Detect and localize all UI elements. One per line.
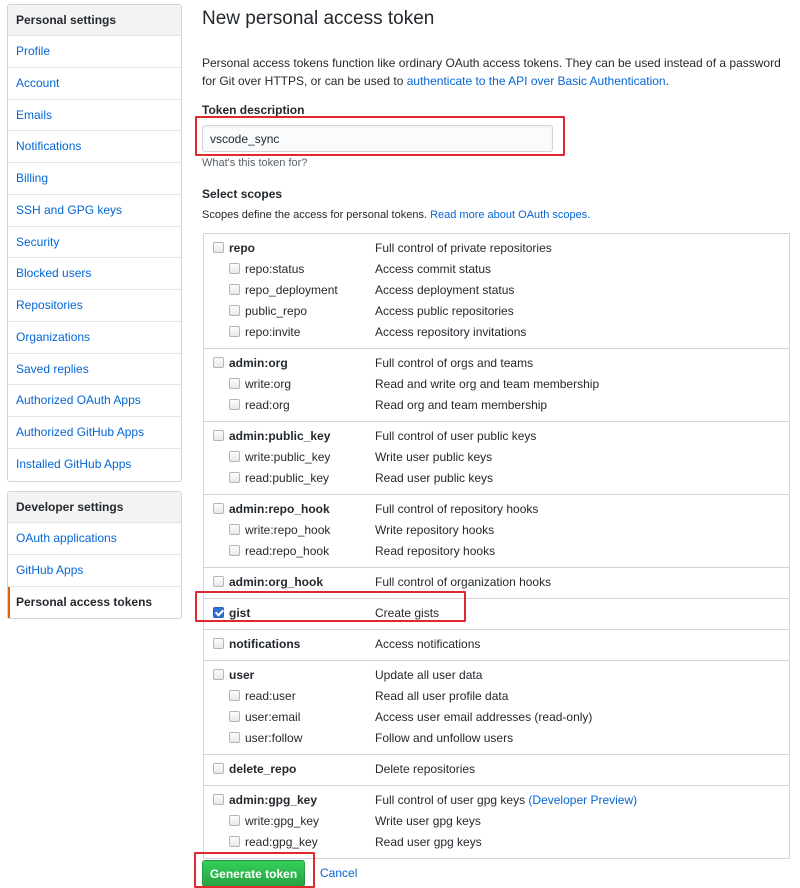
scope-checkbox-admin-repo-hook[interactable] bbox=[213, 503, 224, 514]
scope-description bbox=[375, 544, 495, 558]
scope-group-admin-repo-hook bbox=[203, 494, 790, 567]
scope-name: read:repo_hook bbox=[245, 544, 330, 558]
developer-preview-link[interactable]: (Developer Preview) bbox=[528, 793, 638, 807]
scopes-intro-text: Scopes define the access for personal tokens. bbox=[202, 209, 431, 221]
scope-description-text: Access notifications bbox=[375, 637, 481, 651]
scope-checkbox-repo-deployment[interactable] bbox=[229, 284, 240, 295]
scope-description-text: Update all user data bbox=[375, 668, 483, 682]
scope-description bbox=[375, 731, 513, 745]
scope-row-repo bbox=[204, 238, 789, 259]
scope-description-text: Delete repositories bbox=[375, 762, 476, 776]
scope-row-read-org bbox=[204, 395, 789, 416]
scope-checkbox-read-public-key[interactable] bbox=[229, 472, 240, 483]
scope-name: admin:org bbox=[229, 356, 288, 370]
scope-description-text: Access commit status bbox=[375, 262, 492, 276]
scope-checkbox-gist[interactable] bbox=[213, 607, 224, 618]
scope-group-gist bbox=[203, 598, 790, 629]
scope-description-text: Full control of orgs and teams bbox=[375, 356, 534, 370]
scope-description bbox=[375, 762, 475, 776]
scope-description-text: Full control of user public keys bbox=[375, 429, 537, 443]
scope-description-text: Create gists bbox=[375, 606, 440, 620]
scope-group-admin-gpg-key bbox=[203, 785, 790, 859]
scope-description-text: Full control of organization hooks bbox=[375, 575, 552, 589]
scope-row-public-repo bbox=[204, 301, 789, 322]
scope-checkbox-user-follow[interactable] bbox=[229, 732, 240, 743]
token-description-input[interactable] bbox=[202, 125, 553, 152]
scope-checkbox-user-email[interactable] bbox=[229, 711, 240, 722]
scope-row-write-public-key bbox=[204, 447, 789, 468]
scope-description-text: Read all user profile data bbox=[375, 689, 509, 703]
scope-description-text: Full control of user gpg keys bbox=[375, 793, 526, 807]
scope-name: gist bbox=[229, 606, 251, 620]
scope-description-text: Access user email addresses (read-only) bbox=[375, 710, 593, 724]
scope-description bbox=[375, 502, 538, 516]
scope-row-repo-deployment bbox=[204, 280, 789, 301]
scope-name: delete_repo bbox=[229, 762, 297, 776]
scope-description bbox=[375, 637, 480, 651]
scope-description bbox=[375, 377, 599, 391]
scope-row-gist bbox=[204, 603, 789, 624]
scope-checkbox-repo-status[interactable] bbox=[229, 263, 240, 274]
scope-description bbox=[375, 814, 481, 828]
sidebar-item-profile[interactable]: Profile bbox=[8, 36, 181, 68]
scope-row-write-org bbox=[204, 374, 789, 395]
scope-checkbox-admin-org-hook[interactable] bbox=[213, 576, 224, 587]
scope-description bbox=[375, 606, 439, 620]
sidebar-item-installed-github-apps[interactable]: Installed GitHub Apps bbox=[16, 456, 132, 471]
scope-checkbox-read-repo-hook[interactable] bbox=[229, 545, 240, 556]
scope-group-admin-public-key bbox=[203, 421, 790, 494]
scope-name: repo bbox=[229, 241, 256, 255]
scope-description-text: Read and write org and team membership bbox=[375, 377, 600, 391]
scope-description-text: Write user public keys bbox=[375, 450, 493, 464]
scope-description bbox=[375, 689, 508, 703]
cancel-link[interactable]: Cancel bbox=[320, 866, 358, 880]
scope-name: user:email bbox=[245, 710, 301, 724]
scope-checkbox-user[interactable] bbox=[213, 669, 224, 680]
developer-settings-menu bbox=[7, 491, 182, 619]
scope-row-admin-repo-hook bbox=[204, 499, 789, 520]
sidebar-item-security[interactable]: Security bbox=[8, 227, 181, 259]
scope-row-read-user bbox=[204, 686, 789, 707]
scope-name: read:user bbox=[245, 689, 296, 703]
scope-description-text: Access repository invitations bbox=[375, 325, 527, 339]
scope-name: admin:org_hook bbox=[229, 575, 324, 589]
sidebar-item-authorized-github-apps[interactable]: Authorized GitHub Apps bbox=[8, 417, 181, 449]
sidebar-item-personal-access-tokens[interactable]: Personal access tokens bbox=[8, 587, 181, 619]
sidebar-item-notifications[interactable]: Notifications bbox=[8, 131, 181, 163]
sidebar-item-blocked-users[interactable]: Blocked users bbox=[8, 258, 181, 290]
scope-name: read:org bbox=[245, 398, 290, 412]
personal-settings-heading: Personal settings bbox=[8, 5, 181, 36]
scope-name: public_repo bbox=[245, 304, 308, 318]
scope-description bbox=[375, 450, 492, 464]
api-auth-link[interactable]: authenticate to the API over Basic Authentication bbox=[406, 74, 666, 88]
scope-description bbox=[375, 710, 592, 724]
scope-checkbox-read-gpg-key[interactable] bbox=[229, 836, 240, 847]
scope-description bbox=[375, 398, 547, 412]
scope-description bbox=[375, 241, 552, 255]
scope-name: write:org bbox=[245, 377, 292, 391]
scope-row-repo-invite bbox=[204, 322, 789, 343]
scope-row-admin-gpg-key bbox=[204, 790, 789, 811]
scope-description-text: Read repository hooks bbox=[375, 544, 496, 558]
scope-row-delete-repo bbox=[204, 759, 789, 780]
sidebar-item-organizations[interactable]: Organizations bbox=[8, 322, 181, 354]
sidebar-item-billing[interactable]: Billing bbox=[8, 163, 181, 195]
sidebar-item-authorized-oauth-apps[interactable]: Authorized OAuth Apps bbox=[8, 385, 181, 417]
scope-description bbox=[375, 575, 551, 589]
scope-description bbox=[375, 325, 526, 339]
scopes-list bbox=[203, 233, 790, 859]
scope-row-user bbox=[204, 665, 789, 686]
scope-row-read-gpg-key bbox=[204, 832, 789, 853]
scope-row-user-email bbox=[204, 707, 789, 728]
scope-description bbox=[375, 304, 514, 318]
scope-name: user bbox=[229, 668, 255, 682]
scope-name: write:gpg_key bbox=[245, 814, 320, 828]
scope-checkbox-notifications[interactable] bbox=[213, 638, 224, 649]
scope-row-admin-org bbox=[204, 353, 789, 374]
sidebar-item-ssh-and-gpg-keys[interactable]: SSH and GPG keys bbox=[8, 195, 181, 227]
scope-checkbox-repo[interactable] bbox=[213, 242, 224, 253]
scope-group-notifications bbox=[203, 629, 790, 660]
scope-description-text: Read user public keys bbox=[375, 471, 494, 485]
scope-description-text: Write user gpg keys bbox=[375, 814, 481, 828]
token-description-label: Token description bbox=[202, 103, 305, 117]
scope-name: repo:invite bbox=[245, 325, 301, 339]
scope-name: user:follow bbox=[245, 731, 303, 745]
scope-name: admin:gpg_key bbox=[229, 793, 318, 807]
select-scopes-heading: Select scopes bbox=[202, 187, 283, 201]
intro-text-end: . bbox=[665, 74, 669, 88]
scope-description bbox=[375, 471, 493, 485]
scope-checkbox-admin-org[interactable] bbox=[213, 357, 224, 368]
scope-group-admin-org bbox=[203, 348, 790, 421]
scope-description-text: Access public repositories bbox=[375, 304, 514, 318]
scope-checkbox-write-org[interactable] bbox=[229, 378, 240, 389]
sidebar-item-emails[interactable]: Emails bbox=[8, 100, 181, 132]
scope-checkbox-write-repo-hook[interactable] bbox=[229, 524, 240, 535]
scope-row-notifications bbox=[204, 634, 789, 655]
scope-description-text: Read org and team membership bbox=[375, 398, 548, 412]
scope-description-text: Access deployment status bbox=[375, 283, 515, 297]
scope-row-read-repo-hook bbox=[204, 541, 789, 562]
scope-row-user-follow bbox=[204, 728, 789, 749]
scope-group-repo bbox=[203, 233, 790, 348]
scope-row-repo-status bbox=[204, 259, 789, 280]
scope-description bbox=[375, 668, 482, 682]
scope-description bbox=[375, 429, 536, 443]
scope-description bbox=[375, 262, 491, 276]
token-description-note: What's this token for? bbox=[202, 157, 308, 169]
sidebar-item-account[interactable]: Account bbox=[8, 68, 181, 100]
scope-checkbox-write-public-key[interactable] bbox=[229, 451, 240, 462]
scope-description-text: Full control of private repositories bbox=[375, 241, 552, 255]
scope-group-user bbox=[203, 660, 790, 754]
scope-name: admin:public_key bbox=[229, 429, 331, 443]
scope-row-read-public-key bbox=[204, 468, 789, 489]
scope-checkbox-delete-repo[interactable] bbox=[213, 763, 224, 774]
scope-description bbox=[375, 835, 482, 849]
scope-row-write-gpg-key bbox=[204, 811, 789, 832]
scope-name: write:public_key bbox=[245, 450, 331, 464]
scope-row-admin-public-key bbox=[204, 426, 789, 447]
scope-checkbox-admin-gpg-key[interactable] bbox=[213, 794, 224, 805]
scope-name: repo_deployment bbox=[245, 283, 338, 297]
scope-group-delete-repo bbox=[203, 754, 790, 785]
scope-description bbox=[375, 356, 533, 370]
generate-token-button[interactable]: Generate token bbox=[202, 860, 305, 887]
scope-description bbox=[375, 283, 514, 297]
scope-name: repo:status bbox=[245, 262, 305, 276]
scope-checkbox-read-user[interactable] bbox=[229, 690, 240, 701]
sidebar-item-repositories[interactable]: Repositories bbox=[8, 290, 181, 322]
scope-name: read:gpg_key bbox=[245, 835, 318, 849]
scope-group-admin-org-hook bbox=[203, 567, 790, 598]
page-title: New personal access token bbox=[202, 8, 435, 29]
scope-description-text: Read user gpg keys bbox=[375, 835, 482, 849]
scope-checkbox-read-org[interactable] bbox=[229, 399, 240, 410]
scope-row-write-repo-hook bbox=[204, 520, 789, 541]
scope-checkbox-repo-invite[interactable] bbox=[229, 326, 240, 337]
scope-description bbox=[375, 793, 637, 807]
scope-name: admin:repo_hook bbox=[229, 502, 330, 516]
intro-text-body: Personal access tokens function like ordinary OAuth access tokens. They can be used instead of a password for Git over HTTPS, or can be used to bbox=[202, 56, 781, 88]
scope-checkbox-public-repo[interactable] bbox=[229, 305, 240, 316]
scope-description-text: Follow and unfollow users bbox=[375, 731, 514, 745]
intro-text bbox=[202, 54, 792, 90]
scope-name: read:public_key bbox=[245, 471, 330, 485]
scope-description-text: Full control of repository hooks bbox=[375, 502, 539, 516]
oauth-scopes-link[interactable]: Read more about OAuth scopes. bbox=[430, 209, 591, 221]
scope-row-admin-org-hook bbox=[204, 572, 789, 593]
sidebar-item-github-apps[interactable]: GitHub Apps bbox=[8, 555, 181, 587]
developer-settings-heading: Developer settings bbox=[8, 492, 181, 523]
scope-checkbox-admin-public-key[interactable] bbox=[213, 430, 224, 441]
sidebar-item-saved-replies[interactable]: Saved replies bbox=[8, 354, 181, 386]
scope-description bbox=[375, 523, 494, 537]
scope-description-text: Write repository hooks bbox=[375, 523, 495, 537]
scope-checkbox-write-gpg-key[interactable] bbox=[229, 815, 240, 826]
scope-name: notifications bbox=[229, 637, 301, 651]
scopes-intro bbox=[202, 209, 590, 221]
sidebar-item-oauth-applications[interactable]: OAuth applications bbox=[8, 523, 181, 555]
personal-settings-menu bbox=[7, 4, 182, 482]
scope-name: write:repo_hook bbox=[245, 523, 331, 537]
